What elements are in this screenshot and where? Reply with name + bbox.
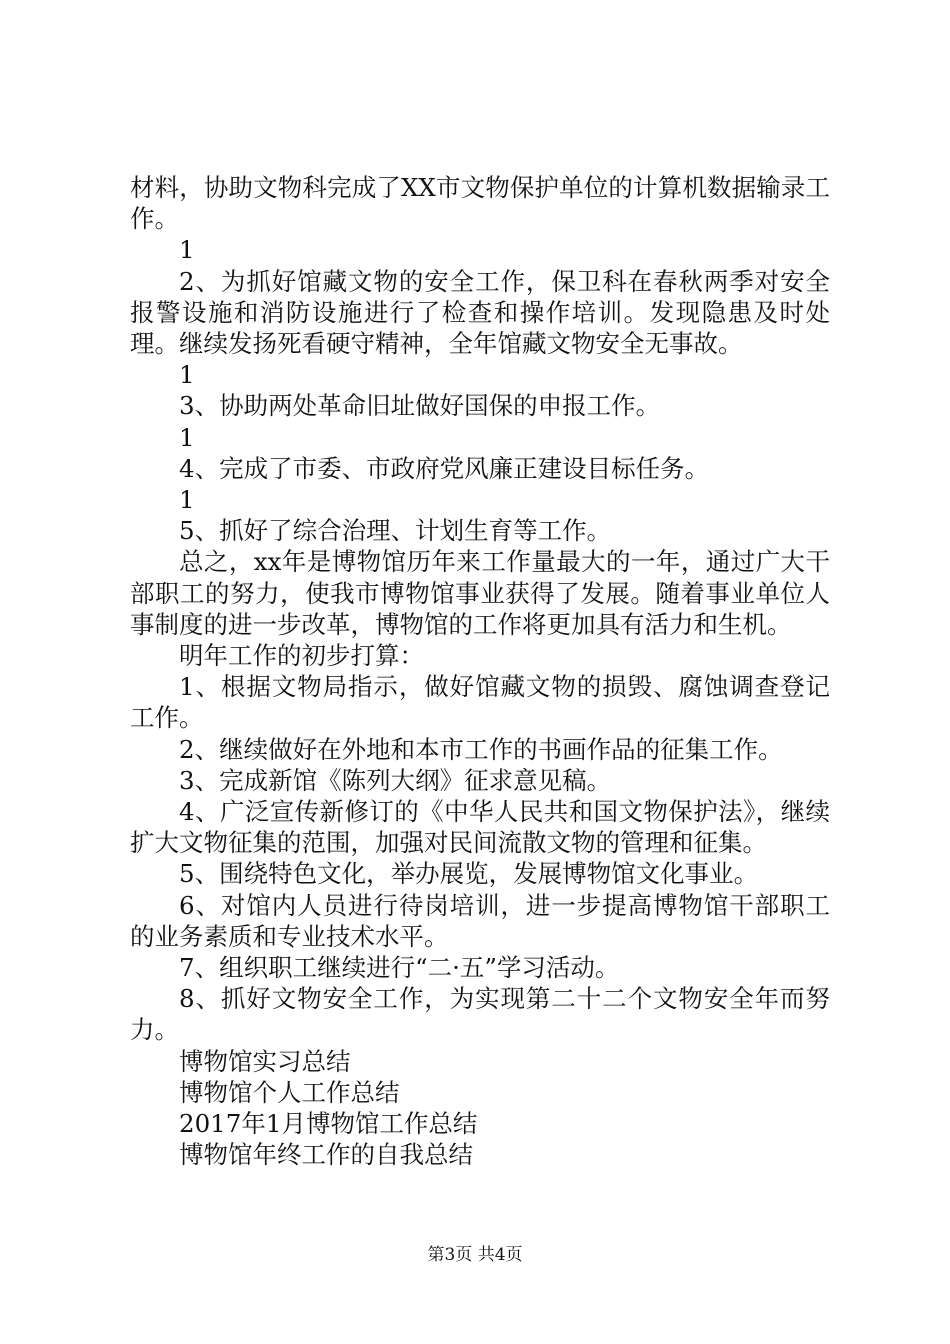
paragraph: 4、广泛宣传新修订的《中华人民共和国文物保护法》，继续扩大文物征集的范围，加强对民间流散文物的管理和征集。 bbox=[130, 797, 830, 858]
paragraph: 5、抓好了综合治理、计划生育等工作。 bbox=[179, 516, 612, 546]
related-title: 博物馆个人工作总结 bbox=[179, 1077, 400, 1107]
paragraph: 2、继续做好在外地和本市工作的书画作品的征集工作。 bbox=[179, 734, 783, 764]
document-body bbox=[130, 172, 830, 1171]
paragraph: 1、根据文物局指示，做好馆藏文物的损毁、腐蚀调查登记工作。 bbox=[130, 672, 830, 733]
paragraph: 材料，协助文物科完成了XX市文物保护单位的计算机数据输录工作。 bbox=[130, 173, 830, 234]
paragraph: 3、完成新馆《陈列大纲》征求意见稿。 bbox=[179, 765, 612, 795]
paragraph: 总之，xx年是博物馆历年来工作量最大的一年，通过广大干部职工的努力，使我市博物馆事业获得了发展。随着事业单位人事制度的进一步改革，博物馆的工作将更加具有活力和生机。 bbox=[130, 547, 830, 639]
page-footer bbox=[0, 1244, 950, 1266]
paragraph: 6、对馆内人员进行待岗培训，进一步提高博物馆干部职工的业务素质和专业技术水平。 bbox=[130, 890, 830, 951]
paragraph: 1 bbox=[179, 360, 195, 390]
related-title: 博物馆年终工作的自我总结 bbox=[179, 1140, 473, 1170]
paragraph: 4、完成了市委、市政府党风廉正建设目标任务。 bbox=[179, 453, 710, 483]
paragraph: 1 bbox=[179, 422, 195, 452]
paragraph: 8、抓好文物安全工作，为实现第二十二个文物安全年而努力。 bbox=[130, 984, 830, 1045]
related-title: 博物馆实习总结 bbox=[179, 1046, 351, 1076]
paragraph: 5、围绕特色文化，举办展览，发展博物馆文化事业。 bbox=[179, 859, 759, 889]
paragraph: 1 bbox=[179, 485, 195, 515]
related-title: 2017年1月博物馆工作总结 bbox=[179, 1109, 478, 1139]
paragraph: 明年工作的初步打算： bbox=[179, 641, 424, 671]
paragraph: 2、为抓好馆藏文物的安全工作，保卫科在春秋两季对安全报警设施和消防设施进行了检查和操作培训。发现隐患及时处理。继续发扬死看硬守精神，全年馆藏文物安全无事故。 bbox=[130, 266, 830, 359]
paragraph: 1 bbox=[179, 235, 195, 265]
paragraph: 7、组织职工继续进行“二·五”学习活动。 bbox=[179, 953, 620, 983]
paragraph: 3、协助两处革命旧址做好国保的申报工作。 bbox=[179, 391, 661, 421]
page-number: 第3页 共4页 bbox=[427, 1245, 523, 1265]
